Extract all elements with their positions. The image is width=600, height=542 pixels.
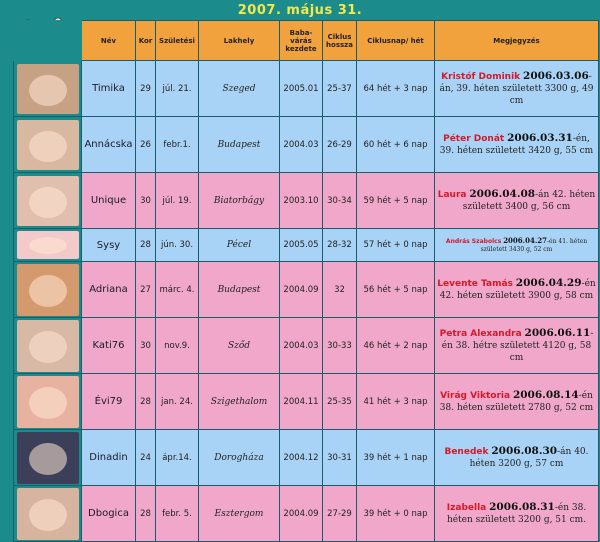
birth-date: 2006.03.06	[523, 70, 589, 82]
header-birthday: Születési	[156, 21, 199, 61]
birth-details: -én 38. héten született 3200 g, 51 cm.	[446, 503, 587, 525]
baby-photo	[17, 432, 79, 484]
member-start: 2004.03	[280, 318, 323, 374]
member-age: 30	[136, 173, 156, 229]
header-cycle: Ciklus hossza	[323, 21, 357, 61]
birth-details: -én 38. hétre született 4120 g, 58 cm	[441, 329, 594, 363]
baby-name: Petra Alexandra	[439, 329, 522, 339]
member-week: 39 hét + 1 nap	[357, 430, 435, 486]
member-cycle: 27-29	[323, 486, 357, 542]
birth-date: 2006.08.30	[491, 445, 558, 457]
member-age: 28	[136, 486, 156, 542]
header-note: Megjegyzés	[435, 21, 599, 61]
member-photo-cell	[14, 229, 82, 262]
member-week: 46 hét + 2 nap	[357, 318, 435, 374]
member-birthday: jan. 24.	[156, 374, 199, 430]
member-photo-cell	[14, 318, 82, 374]
member-week: 64 hét + 3 nap	[357, 61, 435, 117]
member-city: Sződ	[199, 318, 280, 374]
baby-photo	[17, 64, 79, 114]
member-start: 2005.01	[280, 61, 323, 117]
member-nick: Timika	[82, 61, 136, 117]
baby-photo	[17, 488, 79, 540]
member-nick: Unique	[82, 173, 136, 229]
member-week: 60 hét + 6 nap	[357, 117, 435, 173]
member-age: 29	[136, 61, 156, 117]
member-nick: Évi79	[82, 374, 136, 430]
baby-photo	[17, 264, 79, 316]
birth-date: 2006.06.11	[524, 327, 591, 339]
member-start: 2003.10	[280, 173, 323, 229]
header-week: Ciklusnap/ hét	[357, 21, 435, 61]
member-nick: Adriana	[82, 262, 136, 318]
birth-details: -én 41. héten született 3430 g, 52 cm	[480, 237, 588, 253]
member-note	[435, 262, 599, 318]
baby-name: Laura	[437, 190, 467, 200]
member-cycle: 28-32	[323, 229, 357, 262]
member-week: 41 hét + 3 nap	[357, 374, 435, 430]
baby-name: Benedek	[444, 447, 489, 457]
member-note	[435, 173, 599, 229]
table-row	[14, 430, 599, 486]
member-birthday: márc. 4.	[156, 262, 199, 318]
table-row	[14, 374, 599, 430]
baby-name: Péter Donát	[443, 134, 505, 144]
member-nick: Dinadin	[82, 430, 136, 486]
members-table	[13, 20, 599, 542]
member-nick: Kati76	[82, 318, 136, 374]
baby-photo	[17, 376, 79, 428]
table-row	[14, 173, 599, 229]
member-birthday: nov.9.	[156, 318, 199, 374]
member-nick: Dbogica	[82, 486, 136, 542]
member-note	[435, 430, 599, 486]
member-age: 28	[136, 229, 156, 262]
header-photo	[14, 21, 82, 61]
baby-photo	[17, 231, 79, 259]
member-cycle: 25-35	[323, 374, 357, 430]
birth-date: 2006.04.29	[515, 277, 582, 289]
member-note	[435, 229, 599, 262]
table-row	[14, 61, 599, 117]
member-age: 27	[136, 262, 156, 318]
table-body	[14, 61, 599, 542]
member-photo-cell	[14, 117, 82, 173]
member-cycle: 26-29	[323, 117, 357, 173]
birth-details: -án, 39. héten született 3300 g, 49 cm	[439, 72, 594, 106]
member-start: 2004.12	[280, 430, 323, 486]
baby-photo	[17, 176, 79, 226]
member-note	[435, 486, 599, 542]
birth-date: 2006.08.31	[489, 501, 555, 513]
table-row	[14, 117, 599, 173]
member-age: 24	[136, 430, 156, 486]
birth-date: 2006.08.14	[512, 389, 579, 401]
member-start: 2004.09	[280, 486, 323, 542]
table-row	[14, 486, 599, 542]
member-photo-cell	[14, 173, 82, 229]
member-city: Budapest	[199, 262, 280, 318]
birth-details: -án 40. héten 3200 g, 57 cm	[469, 447, 589, 469]
birth-date: 2006.04.08	[469, 188, 536, 200]
member-note	[435, 61, 599, 117]
member-photo-cell	[14, 430, 82, 486]
member-birthday: jún. 30.	[156, 229, 199, 262]
baby-photo	[17, 120, 79, 170]
member-photo-cell	[14, 374, 82, 430]
member-nick: Sysy	[82, 229, 136, 262]
member-photo-cell	[14, 262, 82, 318]
table-row	[14, 262, 599, 318]
member-photo-cell	[14, 486, 82, 542]
baby-name: Kristóf Dominik	[441, 72, 521, 82]
birth-date: 2006.03.31	[507, 132, 573, 144]
member-note	[435, 374, 599, 430]
member-city: Szeged	[199, 61, 280, 117]
page-title: 2007. május 31.	[237, 3, 363, 18]
header-city: Lakhely	[199, 21, 280, 61]
member-start: 2004.09	[280, 262, 323, 318]
member-week: 59 hét + 5 nap	[357, 173, 435, 229]
member-age: 28	[136, 374, 156, 430]
member-start: 2004.03	[280, 117, 323, 173]
baby-name: Levente Tamás	[437, 279, 513, 289]
baby-name: Izabella	[446, 503, 487, 513]
member-start: 2005.05	[280, 229, 323, 262]
member-cycle: 30-31	[323, 430, 357, 486]
member-note	[435, 117, 599, 173]
member-cycle: 25-37	[323, 61, 357, 117]
member-birthday: ápr.14.	[156, 430, 199, 486]
header-nick: Név	[82, 21, 136, 61]
member-birthday: júl. 19.	[156, 173, 199, 229]
member-week: 56 hét + 5 nap	[357, 262, 435, 318]
member-birthday: febr.1.	[156, 117, 199, 173]
member-week: 57 hét + 0 nap	[357, 229, 435, 262]
member-city: Szigethalom	[199, 374, 280, 430]
table-row	[14, 229, 599, 262]
member-city: Dorogháza	[199, 430, 280, 486]
birth-details: -án 42. héten született 3400 g, 56 cm	[462, 190, 596, 212]
header-row	[14, 21, 599, 61]
birth-details: -én 38. héten született 2780 g, 52 cm	[439, 391, 594, 413]
member-cycle: 30-34	[323, 173, 357, 229]
baby-name: Virág Viktoria	[440, 391, 511, 401]
member-cycle: 32	[323, 262, 357, 318]
member-age: 30	[136, 318, 156, 374]
member-city: Pécel	[199, 229, 280, 262]
member-cycle: 30-33	[323, 318, 357, 374]
table-row	[14, 318, 599, 374]
member-birthday: febr. 5.	[156, 486, 199, 542]
birth-details: -én 42. héten született 3900 g, 58 cm	[439, 279, 596, 301]
member-age: 26	[136, 117, 156, 173]
member-note	[435, 318, 599, 374]
member-photo-cell	[14, 61, 82, 117]
member-start: 2004.11	[280, 374, 323, 430]
header-age: Kor	[136, 21, 156, 61]
member-city: Biatorbágy	[199, 173, 280, 229]
member-nick: Annácska	[82, 117, 136, 173]
member-birthday: júl. 21.	[156, 61, 199, 117]
header-start: Baba-várás kezdete	[280, 21, 323, 61]
birth-details: -én, 39. héten született 3420 g, 55 cm	[439, 134, 594, 156]
birth-date: 2006.04.27	[503, 235, 548, 245]
baby-name: András Szabolcs	[445, 237, 502, 245]
member-week: 39 hét + 0 nap	[357, 486, 435, 542]
member-city: Esztergom	[199, 486, 280, 542]
baby-photo	[17, 320, 79, 372]
member-city: Budapest	[199, 117, 280, 173]
